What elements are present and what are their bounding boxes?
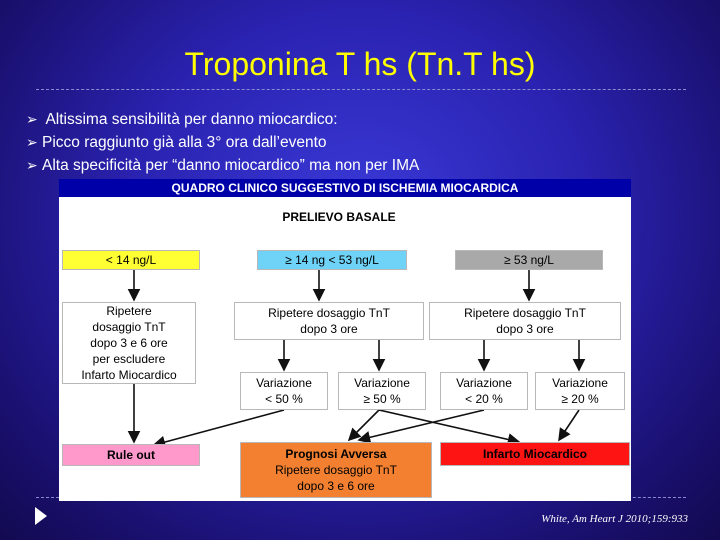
level-mid-box: ≥ 14 ng < 53 ng/L: [257, 250, 407, 270]
arrow-bullet-icon: ➢: [26, 134, 38, 150]
arrow-bullet-icon: ➢: [26, 111, 38, 127]
bullet-item: ➢ Alta specificità per “danno miocardico” ma non per IMA: [26, 154, 419, 177]
diagram-header: QUADRO CLINICO SUGGESTIVO DI ISCHEMIA MIOCARDICA: [59, 179, 631, 197]
variation-box: Variazione ≥ 20 %: [535, 372, 625, 410]
connector-arrow: [154, 410, 284, 445]
bullet-list: [26, 108, 419, 177]
bullet-item: ➢ Picco raggiunto già alla 3° ora dall’evento: [26, 131, 419, 154]
triangle-forward-icon[interactable]: [34, 506, 48, 526]
arrow-bullet-icon: ➢: [26, 157, 38, 173]
level-low-box: < 14 ng/L: [62, 250, 200, 270]
variation-box: Variazione < 50 %: [240, 372, 328, 410]
level-high-box: ≥ 53 ng/L: [455, 250, 603, 270]
connector-arrow: [359, 410, 484, 440]
repeat-left-box: Ripetere dosaggio TnT dopo 3 e 6 ore per escludere Infarto Miocardico: [62, 302, 196, 384]
adverse-prognosis-box: Prognosi Avversa Ripetere dosaggio TnT dopo 3 e 6 ore: [240, 442, 432, 498]
connector-arrow: [379, 410, 519, 442]
myocardial-infarction-box: Infarto Miocardico: [440, 442, 630, 466]
connector-arrow: [559, 410, 579, 440]
citation: White, Am Heart J 2010;159:933: [541, 513, 688, 525]
variation-box: Variazione ≥ 50 %: [338, 372, 426, 410]
flowchart-panel: [59, 179, 631, 501]
repeat-right-box: Ripetere dosaggio TnT dopo 3 ore: [429, 302, 621, 340]
rule-out-box: Rule out: [62, 444, 200, 466]
bullet-item: ➢ Altissima sensibilità per danno miocardico:: [26, 108, 419, 131]
title-divider: [36, 89, 686, 90]
baseline-sample-label: PRELIEVO BASALE: [282, 210, 396, 224]
variation-box: Variazione < 20 %: [440, 372, 528, 410]
repeat-mid-box: Ripetere dosaggio TnT dopo 3 ore: [234, 302, 424, 340]
slide-title: Troponina T hs (Tn.T hs): [184, 46, 536, 82]
